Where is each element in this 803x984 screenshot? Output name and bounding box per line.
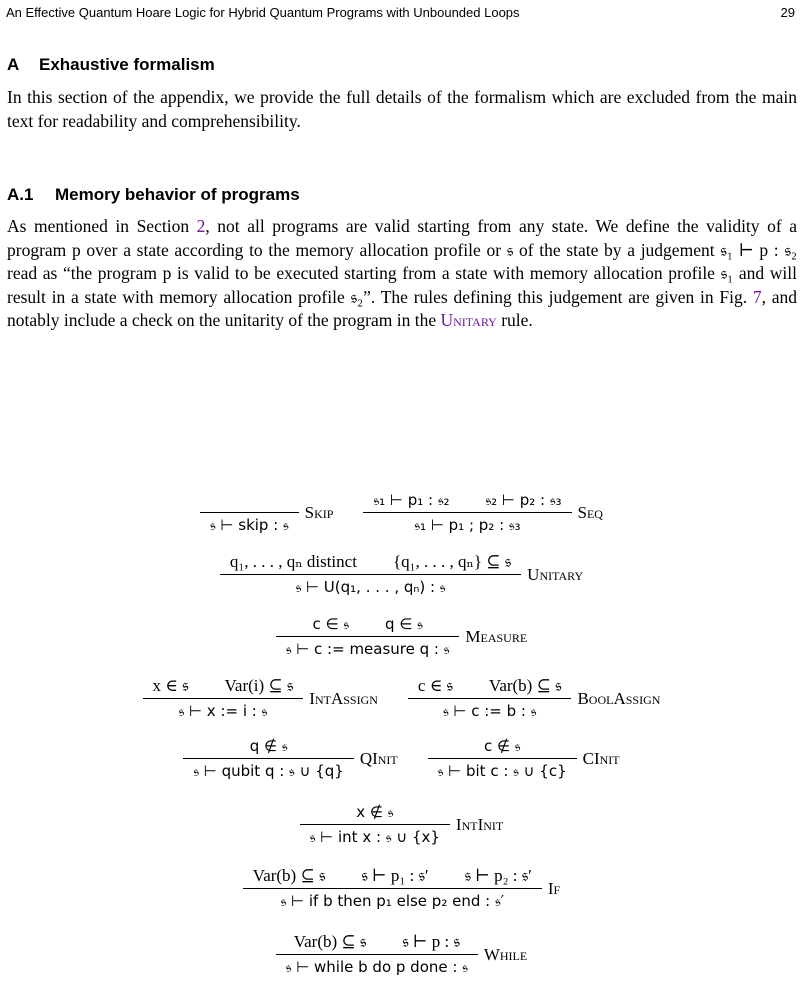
rule-name: BoolAssign — [577, 688, 661, 708]
rule-row-3 — [0, 614, 803, 659]
rule-name: While — [483, 944, 528, 964]
rule-conclusion: 𝔰 ⊢ U(q₁, . . . , qₙ) : 𝔰 — [220, 574, 521, 597]
rule-premise: Var(i) ⊆ 𝔰 — [224, 676, 294, 695]
rule-name: Unitary — [527, 564, 584, 584]
rule-intinit — [300, 802, 503, 847]
rule-link-unitary[interactable]: Unitary — [440, 310, 497, 331]
rule-conclusion: 𝔰 ⊢ x := i : 𝔰 — [143, 698, 304, 721]
rule-name: Seq — [577, 502, 603, 522]
section-heading-a — [7, 55, 215, 75]
rule-premise: q ∉ 𝔰 — [249, 737, 288, 755]
rule-name: If — [547, 878, 561, 898]
rule-conclusion: 𝔰 ⊢ c := b : 𝔰 — [408, 698, 572, 721]
text-run: rule. — [496, 310, 533, 331]
rule-premise: Var(b) ⊆ 𝔰 — [488, 676, 562, 695]
section-title: Exhaustive formalism — [39, 55, 215, 74]
figure-link[interactable]: 7 — [752, 286, 762, 307]
rule-qinit — [183, 736, 397, 781]
rule-unitary — [220, 552, 583, 597]
rule-premise — [239, 490, 259, 512]
rule-name: CInit — [582, 748, 620, 768]
rule-seq — [363, 490, 602, 535]
rule-intassign — [143, 676, 378, 721]
text-run: As mentioned in Section — [7, 216, 197, 236]
page-number: 29 — [780, 5, 795, 20]
section-number: A — [7, 55, 20, 74]
rule-premise: 𝔰₁ ⊢ p₁ : 𝔰₂ — [373, 491, 450, 509]
rule-premise: 𝔰 ⊢ p₂ : 𝔰′ — [464, 866, 532, 885]
page-header — [6, 5, 795, 20]
rule-cinit — [428, 736, 620, 781]
rule-row-2 — [0, 552, 803, 597]
text-run: , and notably include a check on the unitarity of the program in the — [7, 286, 797, 331]
rule-boolassign — [408, 676, 661, 721]
rule-conclusion: 𝔰 ⊢ skip : 𝔰 — [200, 512, 299, 535]
rule-premise: c ∉ 𝔰 — [483, 737, 521, 755]
rule-premise: q₁, . . . , qₙ distinct — [229, 552, 357, 571]
rule-conclusion: 𝔰 ⊢ c := measure q : 𝔰 — [276, 636, 460, 659]
rule-premise: {q₁, . . . , qₙ} ⊆ 𝔰 — [392, 552, 512, 571]
rule-measure — [276, 614, 527, 659]
rule-premise: q ∈ 𝔰 — [384, 615, 423, 633]
rule-conclusion: 𝔰 ⊢ int x : 𝔰 ∪ {x} — [300, 824, 450, 847]
section-heading-a1 — [7, 185, 300, 205]
rule-conclusion: 𝔰₁ ⊢ p₁ ; p₂ : 𝔰₃ — [363, 512, 571, 535]
rule-premise: Var(b) ⊆ 𝔰 — [252, 866, 326, 885]
rule-conclusion: 𝔰 ⊢ qubit q : 𝔰 ∪ {q} — [183, 758, 353, 781]
rule-row-7 — [0, 866, 803, 911]
rule-premise: 𝔰₂ ⊢ p₂ : 𝔰₃ — [485, 491, 562, 509]
rule-name: IntInit — [455, 814, 504, 834]
rule-skip — [200, 490, 333, 535]
subsection-number: A.1 — [7, 185, 34, 204]
running-title: An Effective Quantum Hoare Logic for Hybrid Quantum Programs with Unbounded Loops — [6, 5, 520, 20]
section-link[interactable]: 2 — [196, 216, 206, 236]
rule-conclusion: 𝔰 ⊢ if b then p₁ else p₂ end : 𝔰′ — [243, 888, 542, 911]
rule-row-6 — [0, 802, 803, 847]
rule-name: IntAssign — [309, 688, 378, 708]
rule-conclusion: 𝔰 ⊢ while b do p done : 𝔰 — [276, 954, 478, 977]
section-a1-paragraph — [7, 215, 797, 333]
rule-row-1 — [0, 490, 803, 535]
rule-row-4 — [0, 676, 803, 721]
rule-row-8 — [0, 932, 803, 977]
rule-premise: 𝔰 ⊢ p₁ : 𝔰′ — [361, 866, 429, 885]
rule-premise: c ∈ 𝔰 — [417, 676, 453, 695]
rule-name: QInit — [359, 748, 398, 768]
rule-premise: x ∉ 𝔰 — [356, 803, 394, 821]
rule-premise: c ∈ 𝔰 — [312, 615, 349, 633]
rule-name: Skip — [304, 502, 334, 522]
rule-name: Measure — [465, 626, 528, 646]
rule-while — [276, 932, 527, 977]
rule-premise: Var(b) ⊆ 𝔰 — [293, 932, 367, 951]
subsection-title: Memory behavior of programs — [55, 185, 300, 204]
section-a-paragraph: In this section of the appendix, we provide the full details of the formalism which are excluded from the main text for readability and comprehensibility. — [7, 87, 797, 131]
rule-if — [243, 866, 560, 911]
rule-conclusion: 𝔰 ⊢ bit c : 𝔰 ∪ {c} — [428, 758, 577, 781]
rule-row-5 — [0, 736, 803, 781]
rule-premise: x ∈ 𝔰 — [152, 676, 189, 695]
text-run: , not all programs are valid starting from any state. We define the validity of a program p over a state according to the memory allocation profile or 𝔰 of the state by a judgement 𝔰₁ ⊢ p : 𝔰₂ read as “the program p is valid to be executed starting from a state with memory allocation profile 𝔰₁ and will result in a state with memory allocation profile 𝔰₂”. The rules defining this judgement are given in Fig. — [7, 216, 797, 307]
rule-premise: 𝔰 ⊢ p : 𝔰 — [402, 932, 460, 951]
